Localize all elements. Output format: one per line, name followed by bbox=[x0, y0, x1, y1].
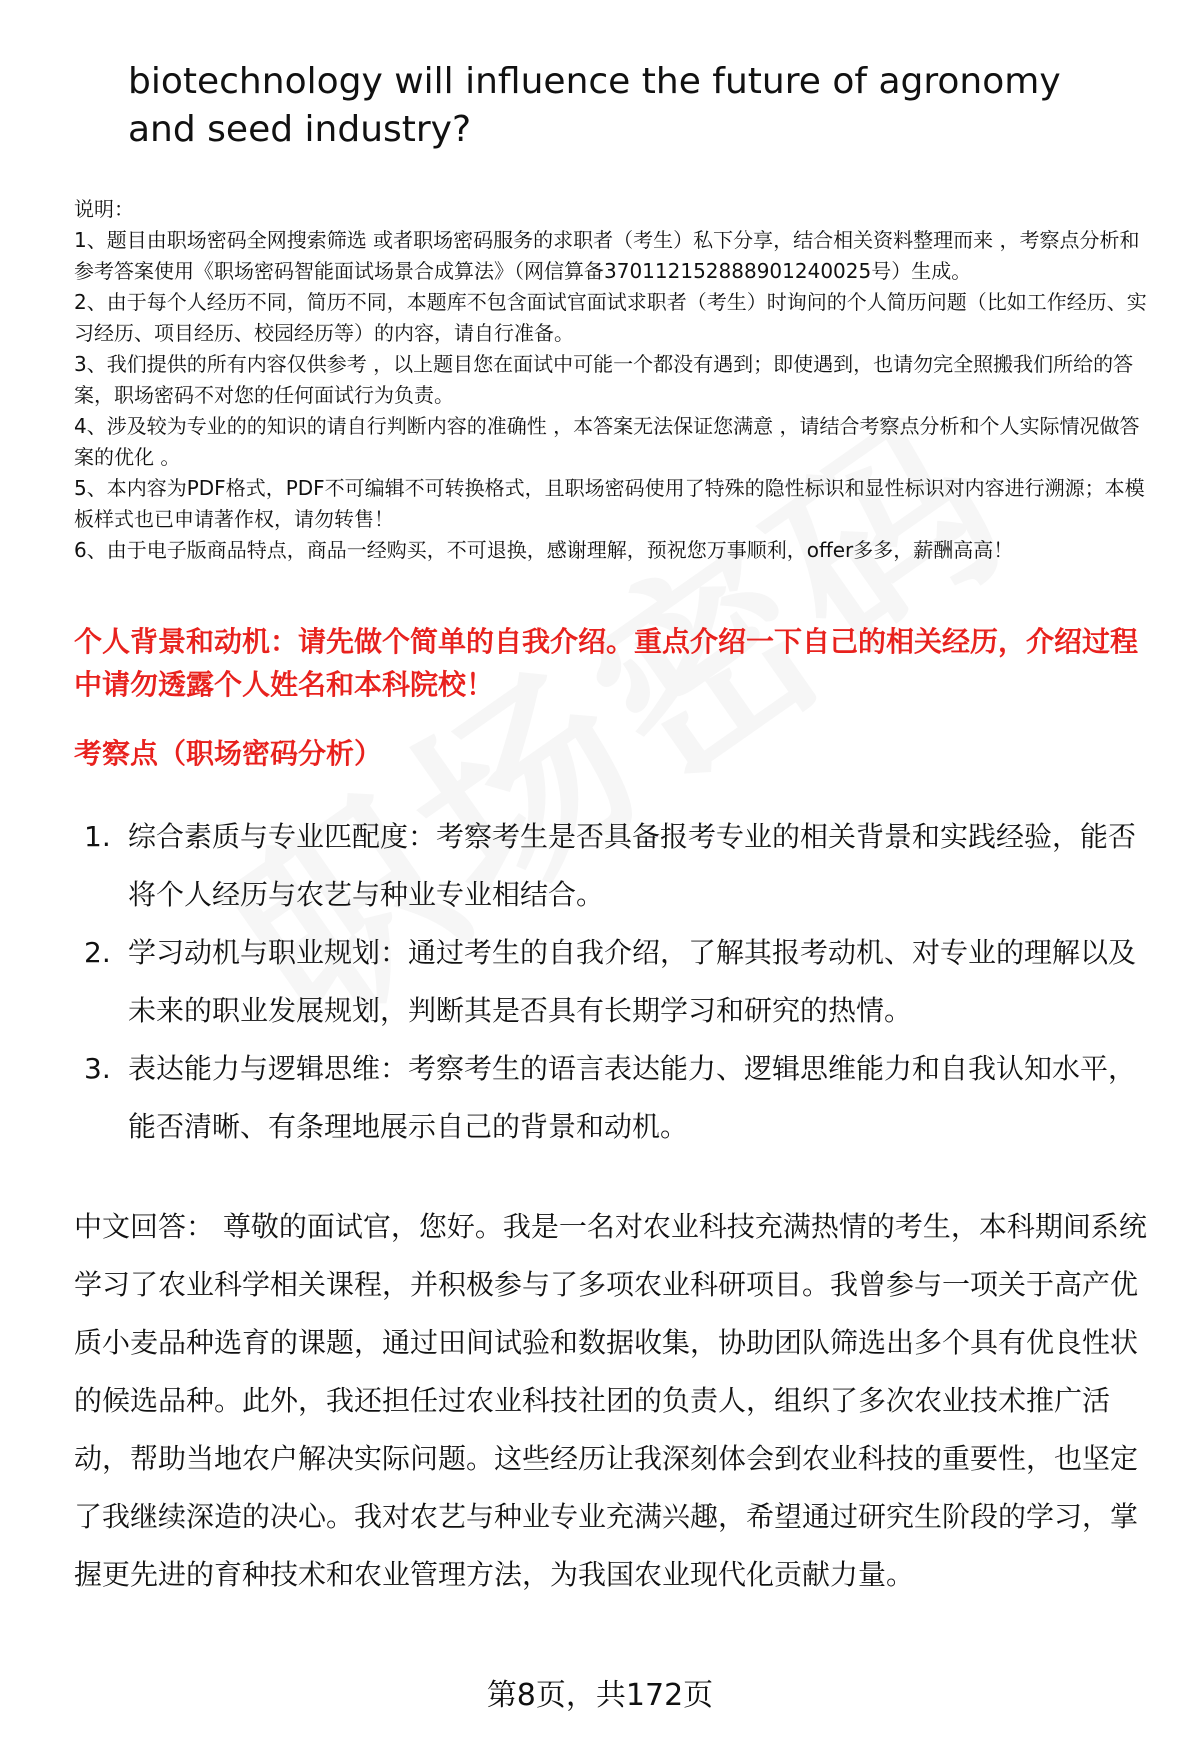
note-item: 3、我们提供的所有内容仅供参考 ，以上题目您在面试中可能一个都没有遇到；即使遇到，也请勿完全照搬我们所给的答案，职场密码不对您的任何面试行为负责。 bbox=[74, 352, 1134, 407]
point-number: 3. bbox=[84, 1052, 111, 1085]
analysis-point bbox=[74, 808, 1154, 924]
section-title: 个人背景和动机：请先做个简单的自我介绍。重点介绍一下自己的相关经历，介绍过程中请勿透露个人姓名和本科院校！ bbox=[74, 625, 1139, 701]
point-text: 综合素质与专业匹配度：考察考生是否具备报考专业的相关背景和实践经验，能否将个人经历与农艺与种业专业相结合。 bbox=[128, 820, 1137, 911]
notes-block bbox=[74, 194, 1154, 566]
point-number: 1. bbox=[84, 820, 111, 853]
notes-heading: 说明： bbox=[74, 197, 134, 221]
question-english: biotechnology will influence the future of agronomy and seed industry? bbox=[128, 61, 1061, 150]
point-text: 表达能力与逻辑思维：考察考生的语言表达能力、逻辑思维能力和自我认知水平，能否清晰、有条理地展示自己的背景和动机。 bbox=[128, 1052, 1137, 1143]
note-item: 1、题目由职场密码全网搜索筛选 或者职场密码服务的求职者（考生）私下分享，结合相关资料整理而来 ，考察点分析和参考答案使用《职场密码智能面试场景合成算法》（网信算备370112152888901240025号）生成。 bbox=[74, 228, 1140, 283]
analysis-title: 考察点（职场密码分析） bbox=[74, 737, 383, 770]
chinese-answer: 中文回答： 尊敬的面试官，您好。我是一名对农业科技充满热情的考生，本科期间系统学习了农业科学相关课程，并积极参与了多项农业科研项目。我曾参与一项关于高产优质小麦品种选育的课题，通过田间试验和数据收集，协助团队筛选出多个具有优良性状的候选品种。此外，我还担任过农业科技社团的负责人，组织了多次农业技术推广活动，帮助当地农户解决实际问题。这些经历让我深刻体会到农业科技的重要性，也坚定了我继续深造的决心。我对农艺与种业专业充满兴趣，希望通过研究生阶段的学习，掌握更先进的育种技术和农业管理方法，为我国农业现代化贡献力量。 bbox=[74, 1210, 1147, 1591]
note-item: 2、由于每个人经历不同，简历不同，本题库不包含面试官面试求职者（考生）时询问的个人简历问题（比如工作经历、实习经历、项目经历、校园经历等）的内容，请自行准备。 bbox=[74, 290, 1147, 345]
note-item: 5、本内容为PDF格式，PDF不可编辑不可转换格式，且职场密码使用了特殊的隐性标识和显性标识对内容进行溯源；本模板样式也已申请著作权，请勿转售！ bbox=[74, 476, 1145, 531]
point-text: 学习动机与职业规划：通过考生的自我介绍，了解其报考动机、对专业的理解以及未来的职业发展规划，判断其是否具有长期学习和研究的热情。 bbox=[128, 936, 1137, 1027]
page-number-footer: 第8页，共172页 bbox=[486, 1678, 714, 1713]
note-item: 4、涉及较为专业的的知识的请自行判断内容的准确性 ，本答案无法保证您满意 ，请结合考察点分析和个人实际情况做答案的优化 。 bbox=[74, 414, 1140, 469]
analysis-points-list bbox=[74, 808, 1154, 1156]
note-item: 6、由于电子版商品特点，商品一经购买，不可退换，感谢理解，预祝您万事顺利，offer多多，薪酬高高！ bbox=[74, 538, 1014, 562]
analysis-point bbox=[74, 1040, 1154, 1156]
analysis-point bbox=[74, 924, 1154, 1040]
point-number: 2. bbox=[84, 936, 111, 969]
